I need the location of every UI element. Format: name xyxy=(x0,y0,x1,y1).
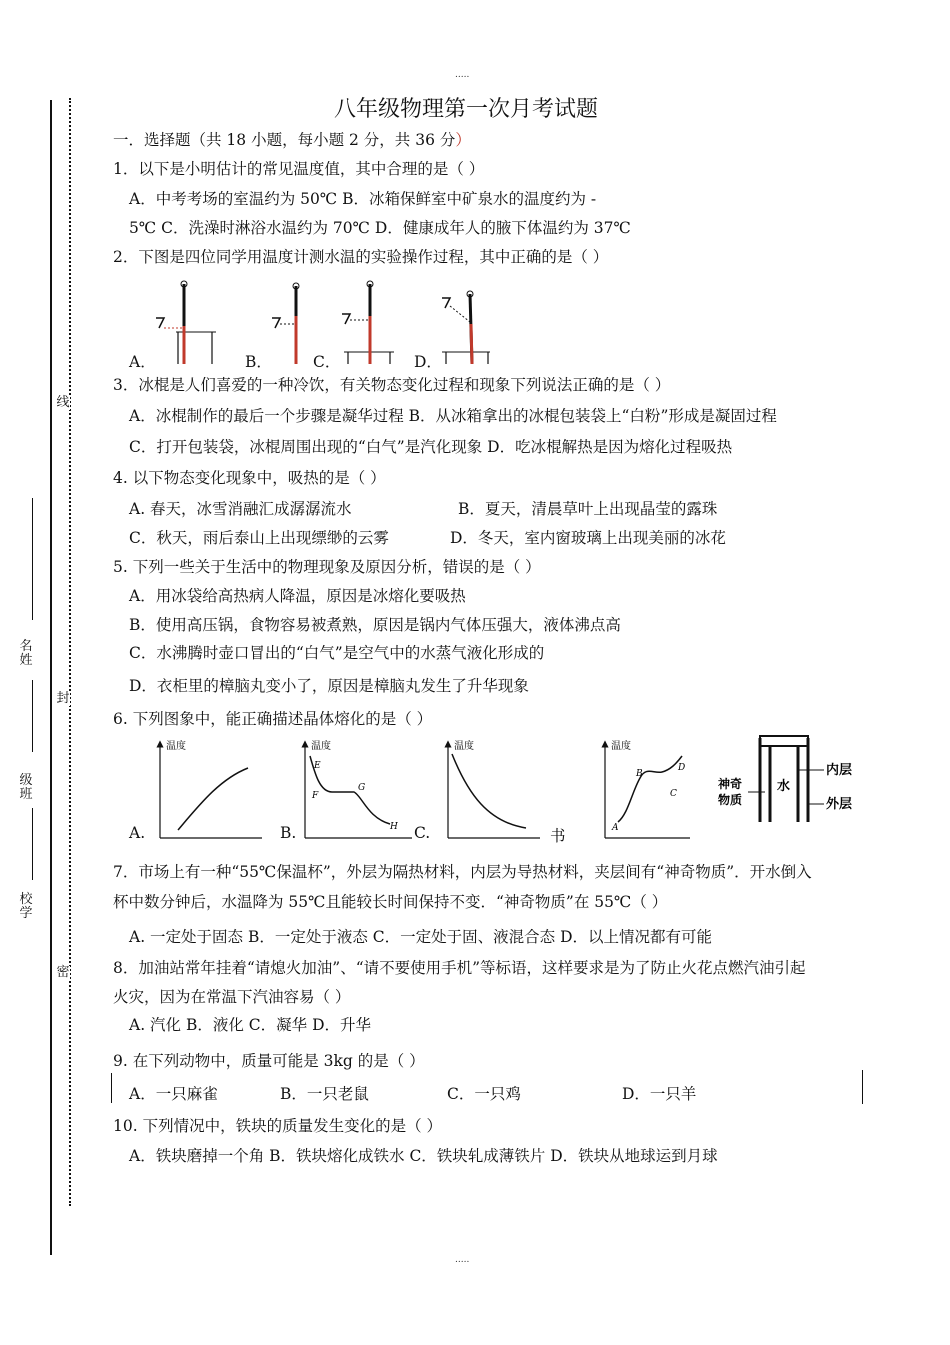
q4-stem: 4. 以下物态变化现象中，吸热的是（ ） xyxy=(113,469,386,487)
cup-water-label: 水 xyxy=(777,779,791,794)
binding-solid-line xyxy=(50,100,52,1255)
q2-figure-a xyxy=(156,281,216,364)
q2-stem: 2．下图是四位同学用温度计测水温的实验操作过程，其中正确的是（ ） xyxy=(113,248,609,266)
q6-d-point-b: B xyxy=(636,769,643,779)
q5-option-d: D．衣柜里的樟脑丸变小了，原因是樟脑丸发生了升华现象 xyxy=(129,677,529,695)
q8-line2: 火灾，因为在常温下汽油容易（ ） xyxy=(113,988,351,1006)
school-underline xyxy=(32,808,33,880)
cup-magic-label-1: 神奇 xyxy=(718,777,743,791)
q9-option-a: A．一只麻雀 xyxy=(129,1085,218,1103)
binding-xian: 线 xyxy=(56,395,70,410)
q10-options: A．铁块磨掉一个角 B．铁块熔化成铁水 C．铁块轧成薄铁片 D．铁块从地球运到月球 xyxy=(129,1147,718,1165)
q5-option-c: C．水沸腾时壶口冒出的“白气”是空气中的水蒸气液化形成的 xyxy=(129,644,545,662)
q6-stem: 6. 下列图象中，能正确描述晶体熔化的是（ ） xyxy=(113,710,433,728)
q5-stem: 5. 下列一些关于生活中的物理现象及原因分析，错误的是（ ） xyxy=(113,558,541,576)
q2-label-c: C． xyxy=(313,353,341,371)
q6-graph-d xyxy=(605,739,690,838)
q6-graph-a xyxy=(160,739,262,838)
q1-options-line1: A．中考考场的室温约为 50℃ B．冰箱保鲜室中矿泉水的温度约为 - xyxy=(129,190,597,208)
q6-axis-label-d: 温度 xyxy=(611,741,631,752)
footer-dots: ..... xyxy=(455,1255,470,1265)
q6-graph-b xyxy=(305,739,412,838)
name-label: 名姓 xyxy=(19,639,33,668)
q6-b-point-f: F xyxy=(312,791,319,801)
q4-option-b: B．夏天，清晨草叶上出现晶莹的露珠 xyxy=(458,500,718,518)
q6-d-point-c: C xyxy=(670,789,677,799)
q2-label-d: D． xyxy=(414,353,442,371)
q9-option-c: C．一只鸡 xyxy=(447,1085,521,1103)
school-label: 校学 xyxy=(19,892,33,921)
q2-label-b: B． xyxy=(245,353,272,371)
q7-line2: 杯中数分钟后，水温降为 55℃且能较长时间保持不变．“神奇物质”在 55℃（ ） xyxy=(113,893,668,911)
q7-options: A. 一定处于固态 B．一定处于液态 C．一定处于固、液混合态 D．以上情况都有可能 xyxy=(129,928,713,946)
q6-b-point-e: E xyxy=(314,761,321,771)
q3-options-line2: C．打开包装袋，冰棍周围出现的“白气”是汽化现象 D．吃冰棍解热是因为熔化过程吸热 xyxy=(129,438,733,456)
q9-option-b: B．一只老鼠 xyxy=(280,1085,369,1103)
q6-label-a: A. xyxy=(129,824,146,842)
q2-label-a: A． xyxy=(129,353,156,371)
cup-inner-label: 内层 xyxy=(826,763,853,778)
q6-axis-label-a: 温度 xyxy=(166,741,186,752)
q4-option-a: A. 春天，冰雪消融汇成潺潺流水 xyxy=(129,500,352,518)
binding-mi: 密 xyxy=(56,965,70,980)
q8-line1: 8．加油站常年挂着“请熄火加油”、“请不要使用手机”等标语，这样要求是为了防止火花点燃汽油引起 xyxy=(113,959,806,977)
q9-left-rule xyxy=(111,1073,112,1103)
q9-stem: 9. 在下列动物中，质量可能是 3kg 的是（ ） xyxy=(113,1052,425,1070)
q5-option-a: A．用冰袋给高热病人降温，原因是冰熔化要吸热 xyxy=(129,587,466,605)
page-title: 八年级物理第一次月考试题 xyxy=(334,97,599,122)
cup-outer-label: 外层 xyxy=(826,797,853,812)
q6-graph-c xyxy=(448,739,540,838)
q10-stem: 10. 下列情况中，铁块的质量发生变化的是（ ） xyxy=(113,1117,443,1135)
q6-label-c: C. xyxy=(414,824,431,842)
q6-axis-label-c: 温度 xyxy=(454,741,474,752)
q2-figure-b xyxy=(272,283,299,364)
q6-label-d: 书 xyxy=(550,827,566,845)
q6-b-point-g: G xyxy=(358,783,366,793)
q3-stem: 3．冰棍是人们喜爱的一种冷饮，有关物态变化过程和现象下列说法正确的是（ ） xyxy=(113,376,671,394)
q3-options-line1: A．冰棍制作的最后一个步骤是凝华过程 B．从冰箱拿出的冰棍包装袋上“白粉”形成是凝固过程 xyxy=(129,407,777,425)
q2-figure-d xyxy=(442,291,490,364)
cup-magic-label-2: 物质 xyxy=(718,793,743,807)
q7-line1: 7．市场上有一种“55℃保温杯”，外层为隔热材料，内层为导热材料，夹层间有“神奇物质”．开水倒入 xyxy=(113,863,812,881)
name-underline xyxy=(32,498,33,620)
q6-graphs xyxy=(150,734,870,846)
binding-feng: 封 xyxy=(56,691,70,706)
q5-option-b: B．使用高压锅，食物容易被煮熟，原因是锅内气体压强大，液体沸点高 xyxy=(129,616,621,634)
q1-options-line2: 5℃ C．洗澡时淋浴水温约为 70℃ D．健康成年人的腋下体温约为 37℃ xyxy=(129,219,631,237)
q6-label-b: B. xyxy=(280,824,297,842)
q9-option-d: D．一只羊 xyxy=(622,1085,697,1103)
q4-option-d: D．冬天，室内窗玻璃上出现美丽的冰花 xyxy=(450,529,726,547)
q4-option-c: C．秋天，雨后泰山上出现缥缈的云雾 xyxy=(129,529,389,547)
section-heading: 一．选择题（共 18 小题，每小题 2 分，共 36 分） xyxy=(113,131,471,149)
binding-dotted-line xyxy=(69,98,71,1206)
q6-d-point-a: A xyxy=(612,823,619,833)
q6-axis-label-b: 温度 xyxy=(311,741,331,752)
q2-figure-c xyxy=(342,281,394,364)
q6-b-point-h: H xyxy=(390,822,398,832)
class-label: 级班 xyxy=(19,773,33,802)
q6-d-point-d: D xyxy=(678,763,686,773)
class-underline xyxy=(32,680,33,752)
q8-options: A. 汽化 B．液化 C．凝华 D．升华 xyxy=(129,1016,372,1034)
header-dots: ..... xyxy=(455,70,470,80)
q7-cup-figure xyxy=(718,736,852,822)
q1-stem: 1．以下是小明估计的常见温度值，其中合理的是（ ） xyxy=(113,160,485,178)
q9-right-rule xyxy=(862,1070,863,1104)
